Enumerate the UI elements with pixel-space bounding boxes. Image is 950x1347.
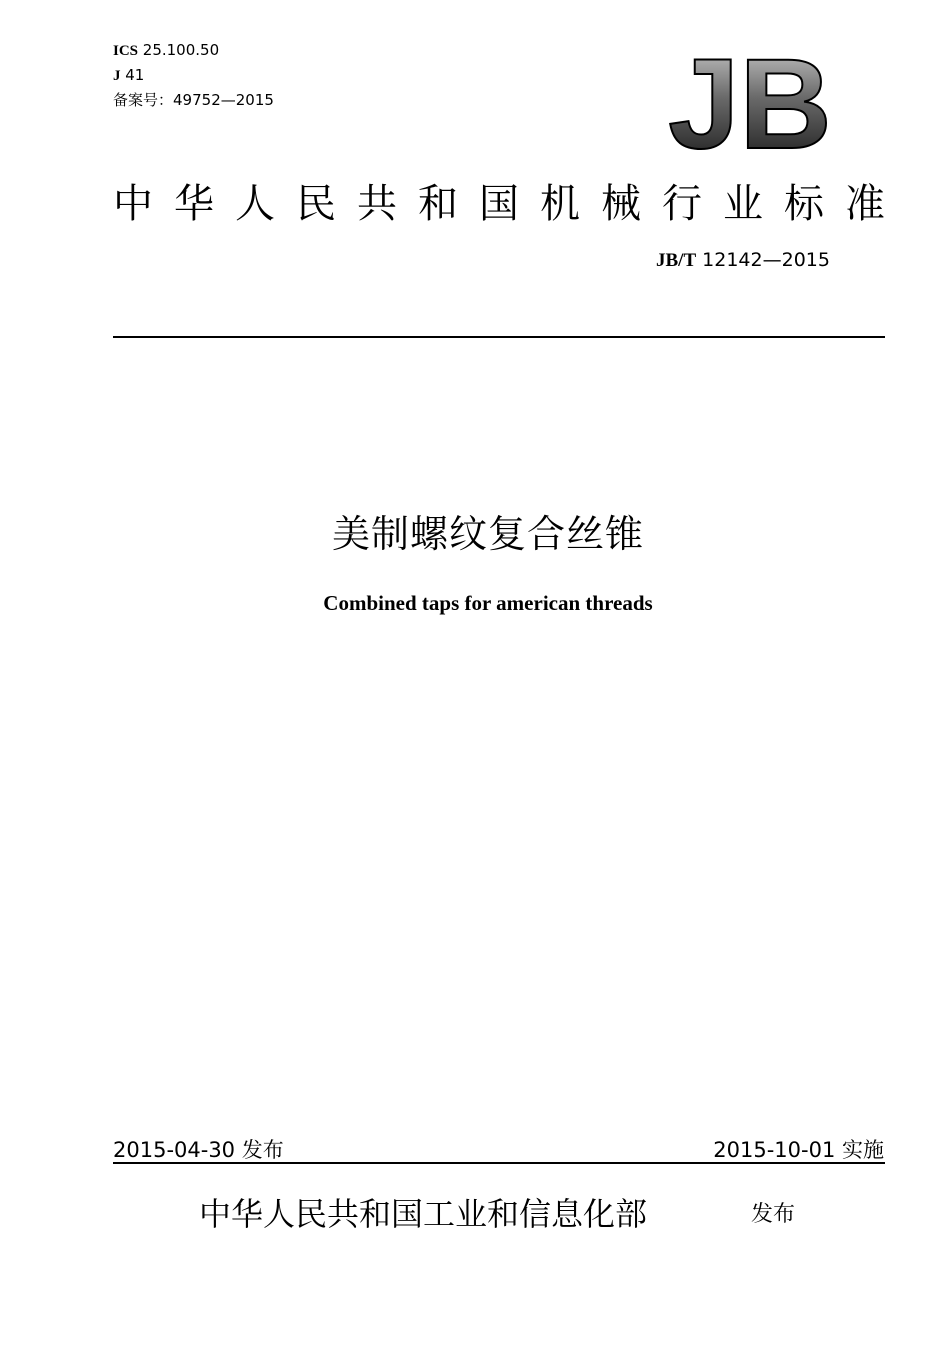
org-title-char: 中 [113, 180, 153, 227]
footer-divider [113, 1162, 885, 1164]
ccs-label: J [113, 68, 121, 84]
logo-letters: JB [668, 48, 832, 154]
jb-logo [660, 48, 840, 154]
org-title-char: 机 [540, 180, 580, 227]
record-number [113, 91, 274, 109]
ccs-value: 41 [120, 66, 145, 84]
org-title-char: 行 [662, 180, 702, 227]
org-title-char: 民 [296, 180, 336, 227]
standard-number [656, 249, 830, 272]
document-title-chinese: 美制螺纹复合丝锥 [331, 512, 644, 556]
org-title-char: 华 [174, 180, 214, 227]
standard-organization-title [113, 171, 885, 229]
publisher-name: 中华人民共和国工业和信息化部 [199, 1195, 648, 1233]
org-title-char: 和 [418, 180, 458, 227]
publisher-suffix: 发布 [751, 1202, 796, 1227]
standard-number-value: 12142—2015 [696, 249, 830, 271]
org-title-char: 人 [235, 180, 275, 227]
ics-value: 25.100.50 [138, 41, 220, 59]
ccs-code [113, 66, 144, 85]
org-title-char: 械 [601, 180, 641, 227]
ics-code [113, 41, 219, 60]
org-title-char: 标 [784, 180, 824, 227]
issue-date: 2015-04-30 发布 [113, 1138, 284, 1162]
org-title-char: 业 [723, 180, 763, 227]
header-divider [113, 336, 885, 338]
standard-number-prefix: JB/T [656, 250, 697, 271]
org-title-char: 准 [845, 180, 885, 227]
ics-label: ICS [113, 43, 139, 59]
org-title-char: 国 [479, 180, 519, 227]
implementation-date: 2015-10-01 实施 [713, 1138, 884, 1162]
record-value: 49752—2015 [173, 91, 274, 109]
org-title-char: 共 [357, 180, 397, 227]
record-label: 备案号： [113, 91, 174, 109]
document-title-english: Combined taps for american threads [323, 591, 653, 615]
